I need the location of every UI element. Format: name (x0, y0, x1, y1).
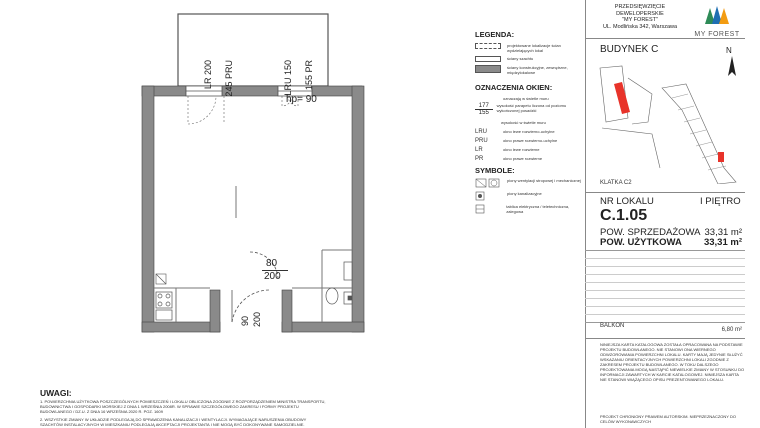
usable-area-value: 33,31 m² (703, 237, 742, 248)
window-sample: 177 155 wysokość parapetu liczona od poziomu wykończonej posadzki (475, 103, 585, 116)
legend-item: projektowane lokalizacje ścian wydzielających lokal (475, 43, 585, 53)
sill-height-label: hp= 90 (286, 94, 317, 105)
divider (585, 338, 745, 339)
window-code-row: LR okno lewe rozwierne (475, 147, 540, 153)
balcony-value: 6,80 m² (721, 327, 742, 333)
floor-label: I PIĘTRO (700, 196, 741, 207)
symbol-row: piony wentylacji stropowej i mechanicznej (475, 178, 585, 188)
window-mark-lru: LRU 150 (283, 60, 293, 96)
window-code-row: PRU okno prawe rozwierno-uchylne (475, 138, 558, 144)
usable-area-label: POW. UŻYTKOWA (600, 237, 682, 248)
legend-item: ściany szachtu (475, 56, 585, 62)
highlighted-block (614, 82, 630, 114)
bottom-mark-b: 200 (252, 312, 262, 328)
shaft-wall-swatch (475, 56, 501, 62)
window-mark-pr: 155 PR (304, 60, 314, 91)
window-marks-intro: oznaczają w świetle muru (503, 96, 549, 101)
legend-panel (475, 30, 585, 217)
site-key-plan (592, 58, 748, 184)
divider (585, 192, 745, 193)
window-code-row: LRU okno lewe rozwierno-uchylne (475, 129, 555, 135)
unit-nr-label: NR LOKALU (600, 196, 654, 207)
window-mark-pru: 245 PRU (224, 60, 234, 97)
sale-area-label: POW. SPRZEDAŻOWA (600, 227, 701, 238)
my-forest-logo: MY FOREST (692, 4, 742, 38)
note-1: 1. POWIERZCHNIA UŻYTKOWA POSZCZEGÓLNYCH POMIESZCZEŃ I LOKALU OBLICZONA ZGODNIE Z ROZPORZĄDZENIEM MINISTRA TRANSPORTU, BUDOWNICTWA I GOSPODARKI MORSKIEJ Z DNIA 1 WRZEŚNIA 2008R. W SPRAWIE SZCZEGÓŁOWEGO ZAKRESU I FORMY PROJEKTU BUDOWLANEGO / DZ.U. Z DNIA 16 WRZEŚNIA 2020 R. POZ. 1609 (40, 399, 326, 414)
window-swings (188, 96, 298, 124)
notes-title: UWAGI: (40, 388, 72, 398)
balcony-label: BALKON (600, 323, 625, 329)
copyright-note: PROJEKT CHRONIONY PRAWEM AUTORSKIM. NIEPRZEZNACZONY DO CELÓW WYKONAWCZYCH (600, 414, 737, 424)
note-2: 2. WSZYSTKIE ZMIANY W UKŁADZIE PODLEGAJĄ DO SPRAWDZENIA KANALIZACJI I WENTYLACJI. WYMAGAJĄCE NARUSZENIA OBUDOWY SZACHTÓW INSTALACYJNYCH W MIESZKANIU PODLEGAJĄ AKCEPTACJI PROJEKTANTA I NIE MOGĄ BYĆ DOKONYWANE SAMODZIELNIE. (40, 417, 307, 427)
window-mark-lr: LR 200 (203, 60, 213, 90)
symbol-row: tablica elektryczna / teletechniczna, zalegowa (475, 204, 585, 214)
bottom-mark-a: 90 (240, 316, 250, 327)
legend-title: LEGENDA: (475, 30, 515, 39)
entry-height-label: 80 (266, 258, 278, 269)
vent-icon (475, 178, 501, 188)
building-label: BUDYNEK C (600, 44, 659, 55)
vent-symbols (156, 274, 166, 284)
window-code-row: PR okno prawe rozwierne (475, 156, 543, 162)
divider (585, 38, 745, 39)
highlighted-unit (718, 152, 724, 162)
north-label: N (726, 46, 732, 55)
sale-area-value: 33,31 m² (704, 227, 742, 238)
rooms-table (585, 250, 745, 330)
developer-block: PRZEDSIĘWZIĘCIE DEWELOPERSKIE "MY FOREST" UL. Modlińska 342, Warszawa (602, 4, 678, 30)
dashed-wall-swatch (475, 43, 501, 49)
window-width-note: wysokość w świetle muru (501, 120, 546, 125)
inner-walls (154, 186, 352, 322)
legend-item: ściany konstrukcyjne, zewnętrzne, międzylokalowe (475, 65, 585, 75)
symbols-title: SYMBOLE: (475, 166, 515, 175)
drain-icon (475, 191, 501, 201)
disclaimer: NINIEJSZA KARTA KATALOGOWA ZOSTAŁA OPRACOWANA NA PODSTAWIE PROJEKTU BUDOWLANEGO. NIE STANOWI ONA WIERNEGO ODWZOROWANIA POWIERZCHNI LOKALU. KARTY MAJĄ JEDYNIE SŁUŻYĆ WSKAZANIU ORIENTACYJNYCH POWIERZCHNI LOKALI ZGODNIE Z ZAKRESEM PROJEKTU BUDOWLANEGO. W TOKU DALSZEGO PROJEKTOWANIA MOGĄ NASTĄPIĆ NIEWIELKIE ZMIANY W STOSUNKU DO INFORMACJI ZAWARTYCH W KARCIE KATALOGOWEJ. NINIEJSZA KARTA NIE STANOWI WIĄŻĄCEGO OPISU PREZENTOWANEGO LOKALU. (600, 342, 745, 382)
tree-logo-icon (702, 4, 732, 26)
entry-width-label: 200 (264, 271, 281, 282)
symbol-row: piony kanalizacyjne (475, 191, 585, 201)
structural-wall-swatch (475, 65, 501, 73)
stair-label: KLATKA C2 (600, 180, 632, 186)
electric-panel-icon (475, 204, 500, 214)
unit-number: C.1.05 (600, 207, 648, 224)
window-marks-title: OZNACZENIA OKIEN: (475, 83, 553, 92)
